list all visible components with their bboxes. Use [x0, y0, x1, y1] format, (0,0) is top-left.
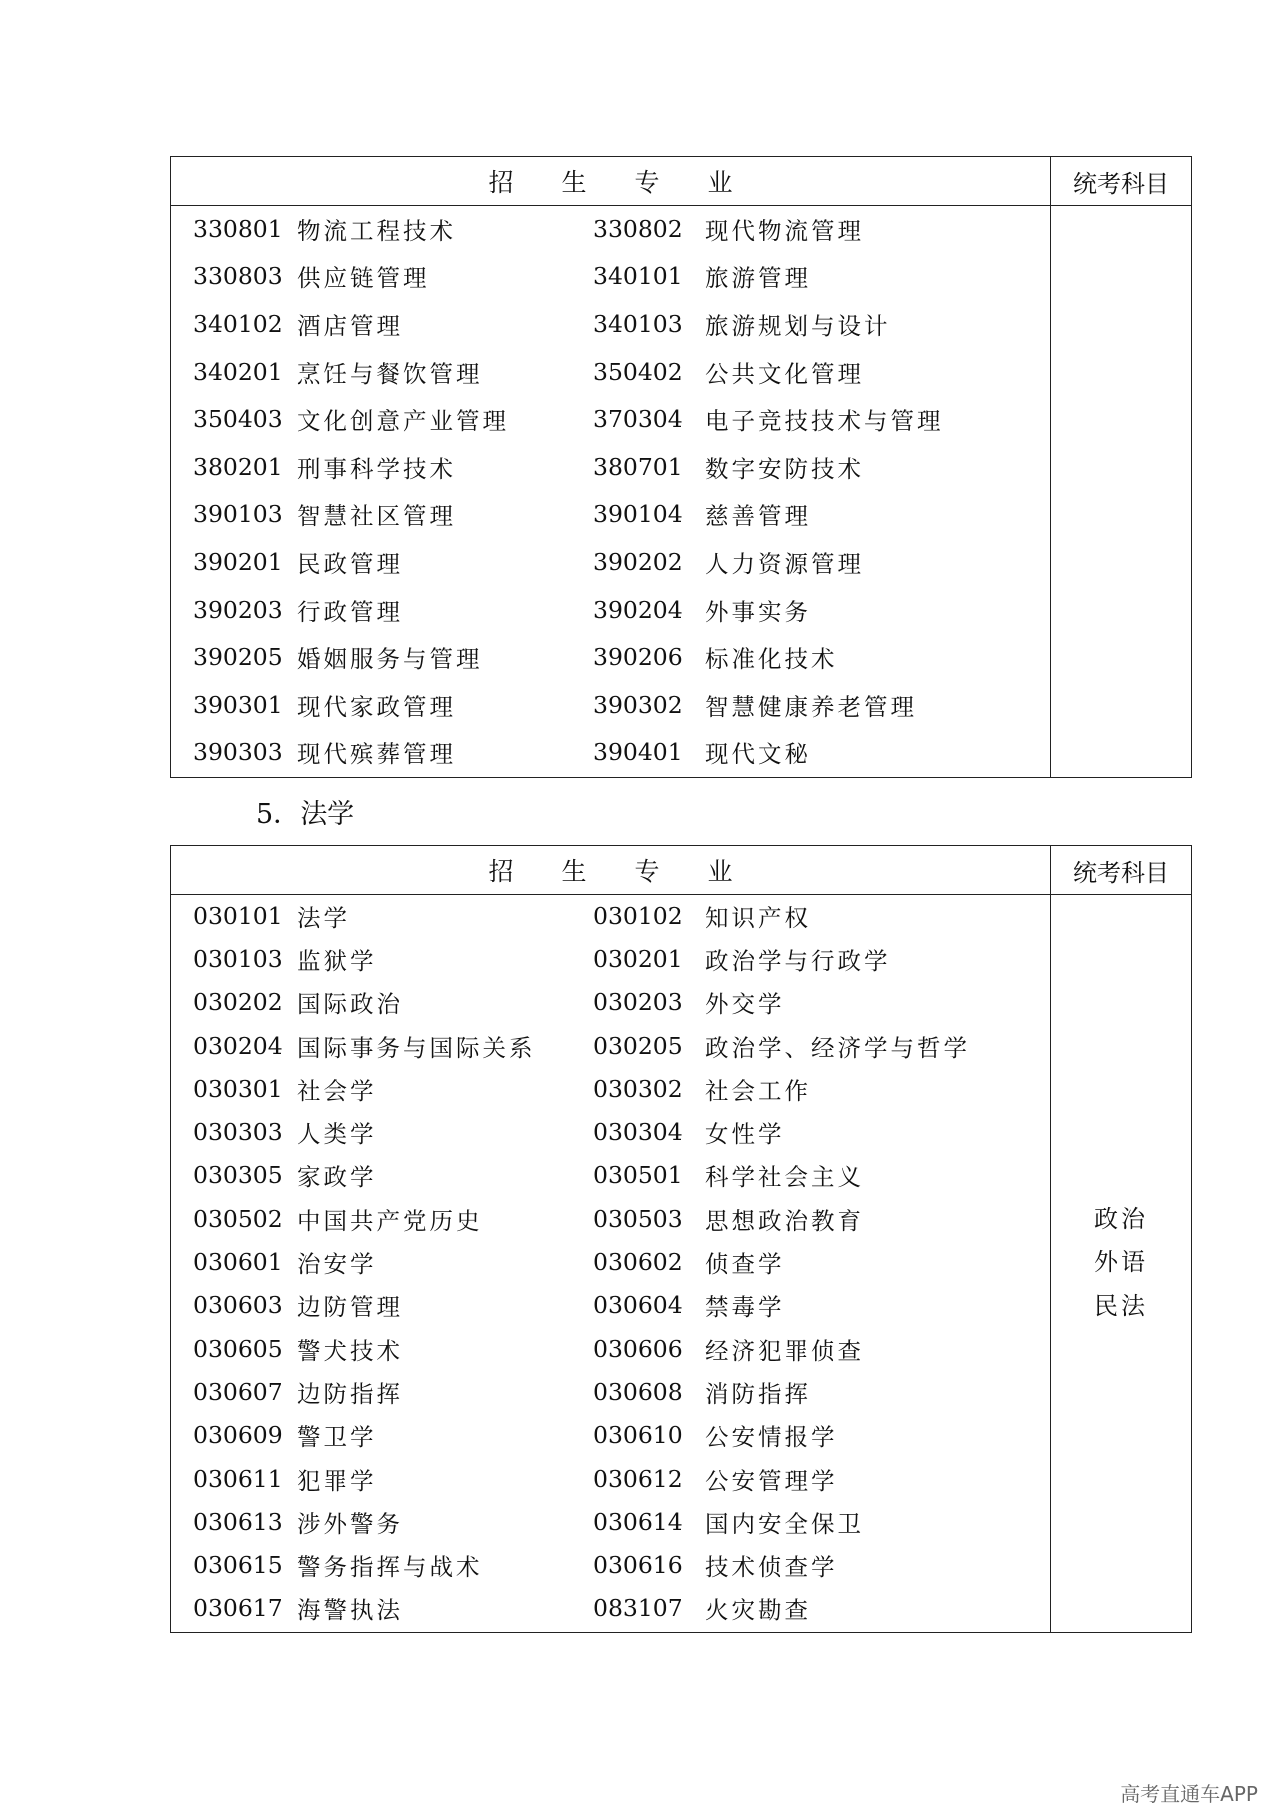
major-code: 390103	[193, 500, 283, 529]
major-code: 330801	[193, 214, 283, 243]
major-name: 供应链管理	[297, 264, 430, 293]
major-name: 治安学	[297, 1250, 377, 1279]
section-number: 5．	[256, 799, 301, 830]
major-name: 社会工作	[705, 1076, 811, 1105]
major-name: 技术侦查学	[705, 1553, 838, 1582]
table-row	[171, 1154, 1050, 1197]
major-name: 中国共产党历史	[297, 1206, 483, 1235]
major-name: 禁毒学	[705, 1293, 785, 1322]
major-code: 390303	[193, 738, 283, 767]
major-code: 030302	[593, 1074, 683, 1103]
major-name: 火灾勘查	[705, 1596, 811, 1625]
major-code: 030305	[193, 1161, 283, 1190]
major-name: 法学	[297, 903, 350, 932]
major-code: 030615	[193, 1551, 283, 1580]
section-name: 法学	[300, 799, 355, 830]
table-row	[171, 681, 1050, 729]
major-code: 330803	[193, 262, 283, 291]
major-code: 030612	[593, 1464, 683, 1493]
major-code: 083107	[593, 1594, 683, 1623]
major-code: 030604	[593, 1291, 683, 1320]
major-name: 边防指挥	[297, 1379, 403, 1408]
table-row	[171, 894, 1050, 937]
major-name: 政治学、经济学与哲学	[705, 1033, 970, 1062]
major-code: 340102	[193, 309, 283, 338]
major-name: 数字安防技术	[705, 454, 864, 483]
major-code: 030303	[193, 1118, 283, 1147]
major-name: 国内安全保卫	[705, 1509, 864, 1538]
major-name: 现代殡葬管理	[297, 740, 456, 769]
major-code: 390301	[193, 690, 283, 719]
table-row	[171, 1587, 1050, 1630]
subject-foreign-language: 外语	[1094, 1248, 1148, 1277]
major-name: 国际事务与国际关系	[297, 1033, 536, 1062]
major-name: 标准化技术	[705, 645, 838, 674]
major-name: 智慧社区管理	[297, 502, 456, 531]
major-name: 侦查学	[705, 1250, 785, 1279]
major-name: 行政管理	[297, 597, 403, 626]
major-code: 030602	[593, 1248, 683, 1277]
table-row	[171, 1543, 1050, 1586]
major-name: 社会学	[297, 1076, 377, 1105]
major-code: 030607	[193, 1377, 283, 1406]
header-subject: 统考科目	[1073, 169, 1169, 198]
major-name: 国际政治	[297, 990, 403, 1019]
major-name: 酒店管理	[297, 311, 403, 340]
table-row	[171, 300, 1050, 348]
subject-politics: 政治	[1094, 1204, 1148, 1233]
table-row	[171, 395, 1050, 443]
major-code: 390205	[193, 643, 283, 672]
major-code: 030205	[593, 1031, 683, 1060]
major-name: 监狱学	[297, 946, 377, 975]
table-row	[171, 348, 1050, 396]
major-name: 现代文秘	[705, 740, 811, 769]
major-name: 警卫学	[297, 1423, 377, 1452]
subjects-cell	[1051, 894, 1191, 1632]
major-name: 家政学	[297, 1163, 377, 1192]
table-row	[171, 1327, 1050, 1370]
major-code: 030613	[193, 1507, 283, 1536]
major-code: 390203	[193, 595, 283, 624]
major-name: 旅游管理	[705, 264, 811, 293]
major-name: 外交学	[705, 990, 785, 1019]
major-code: 030601	[193, 1248, 283, 1277]
table-row	[171, 1240, 1050, 1283]
major-code: 030503	[593, 1204, 683, 1233]
major-code: 030603	[193, 1291, 283, 1320]
major-name: 警务指挥与战术	[297, 1553, 483, 1582]
majors-table-1	[170, 156, 1192, 778]
table-row	[171, 1370, 1050, 1413]
major-name: 婚姻服务与管理	[297, 645, 483, 674]
major-name: 人力资源管理	[705, 549, 864, 578]
major-code: 390401	[593, 738, 683, 767]
major-name: 物流工程技术	[297, 216, 456, 245]
major-code: 350402	[593, 357, 683, 386]
major-name: 电子竞技技术与管理	[705, 407, 944, 436]
table-row	[171, 443, 1050, 491]
major-name: 现代物流管理	[705, 216, 864, 245]
major-name: 女性学	[705, 1120, 785, 1149]
table-row	[171, 937, 1050, 980]
major-name: 公共文化管理	[705, 359, 864, 388]
majors-list	[171, 894, 1051, 1632]
major-code: 380201	[193, 452, 283, 481]
table-row	[171, 1414, 1050, 1457]
table-row	[171, 1110, 1050, 1153]
major-name: 经济犯罪侦查	[705, 1336, 864, 1365]
major-code: 340101	[593, 262, 683, 291]
major-code: 030204	[193, 1031, 283, 1060]
major-name: 警犬技术	[297, 1336, 403, 1365]
major-code: 030611	[193, 1464, 283, 1493]
major-name: 边防管理	[297, 1293, 403, 1322]
major-code: 030608	[593, 1377, 683, 1406]
major-code: 030301	[193, 1074, 283, 1103]
major-code: 030502	[193, 1204, 283, 1233]
major-code: 390202	[593, 547, 683, 576]
major-code: 030617	[193, 1594, 283, 1623]
table-row	[171, 491, 1050, 539]
major-name: 海警执法	[297, 1596, 403, 1625]
major-code: 030609	[193, 1421, 283, 1450]
major-name: 公安管理学	[705, 1466, 838, 1495]
major-name: 现代家政管理	[297, 692, 456, 721]
major-code: 030605	[193, 1334, 283, 1363]
subject-civil-law: 民法	[1094, 1291, 1148, 1320]
major-code: 390206	[593, 643, 683, 672]
major-code: 030201	[593, 944, 683, 973]
major-code: 340103	[593, 309, 683, 338]
major-code: 390204	[593, 595, 683, 624]
table-row	[171, 1500, 1050, 1543]
major-code: 370304	[593, 405, 683, 434]
major-code: 030103	[193, 944, 283, 973]
major-code: 030501	[593, 1161, 683, 1190]
major-code: 030202	[193, 988, 283, 1017]
major-code: 030304	[593, 1118, 683, 1147]
major-name: 犯罪学	[297, 1466, 377, 1495]
major-name: 思想政治教育	[705, 1206, 864, 1235]
major-code: 390302	[593, 690, 683, 719]
major-name: 知识产权	[705, 903, 811, 932]
table-row	[171, 538, 1050, 586]
table-header	[171, 157, 1191, 206]
table-row	[171, 205, 1050, 253]
major-name: 烹饪与餐饮管理	[297, 359, 483, 388]
major-name: 公安情报学	[705, 1423, 838, 1452]
major-name: 人类学	[297, 1120, 377, 1149]
major-name: 涉外警务	[297, 1509, 403, 1538]
major-name: 消防指挥	[705, 1379, 811, 1408]
major-code: 350403	[193, 405, 283, 434]
subjects-cell	[1051, 205, 1191, 777]
watermark: 高考直通车APP	[1120, 1782, 1258, 1806]
major-code: 030610	[593, 1421, 683, 1450]
major-name: 科学社会主义	[705, 1163, 864, 1192]
table-row	[171, 1457, 1050, 1500]
header-subject: 统考科目	[1073, 858, 1169, 887]
majors-table-2	[170, 845, 1192, 1633]
table-row	[171, 1284, 1050, 1327]
major-code: 030203	[593, 988, 683, 1017]
major-code: 380701	[593, 452, 683, 481]
major-name: 外事实务	[705, 597, 811, 626]
major-code: 030102	[593, 901, 683, 930]
major-code: 030616	[593, 1551, 683, 1580]
major-name: 刑事科学技术	[297, 454, 456, 483]
header-major: 招生专业	[171, 157, 1051, 205]
major-code: 030606	[593, 1334, 683, 1363]
major-code: 390104	[593, 500, 683, 529]
major-name: 旅游规划与设计	[705, 311, 891, 340]
table-row	[171, 633, 1050, 681]
major-name: 文化创意产业管理	[297, 407, 509, 436]
table-header	[171, 846, 1191, 895]
major-code: 390201	[193, 547, 283, 576]
major-name: 政治学与行政学	[705, 946, 891, 975]
major-name: 慈善管理	[705, 502, 811, 531]
major-code: 340201	[193, 357, 283, 386]
major-name: 智慧健康养老管理	[705, 692, 917, 721]
table-row	[171, 729, 1050, 777]
table-row	[171, 1067, 1050, 1110]
table-row	[171, 1197, 1050, 1240]
table-row	[171, 981, 1050, 1024]
table-row	[171, 1024, 1050, 1067]
major-name: 民政管理	[297, 549, 403, 578]
table-row	[171, 586, 1050, 634]
majors-list	[171, 205, 1051, 777]
header-major: 招生专业	[171, 846, 1051, 894]
section-title	[256, 792, 354, 831]
major-code: 030614	[593, 1507, 683, 1536]
major-code: 030101	[193, 901, 283, 930]
major-code: 330802	[593, 214, 683, 243]
table-row	[171, 253, 1050, 301]
